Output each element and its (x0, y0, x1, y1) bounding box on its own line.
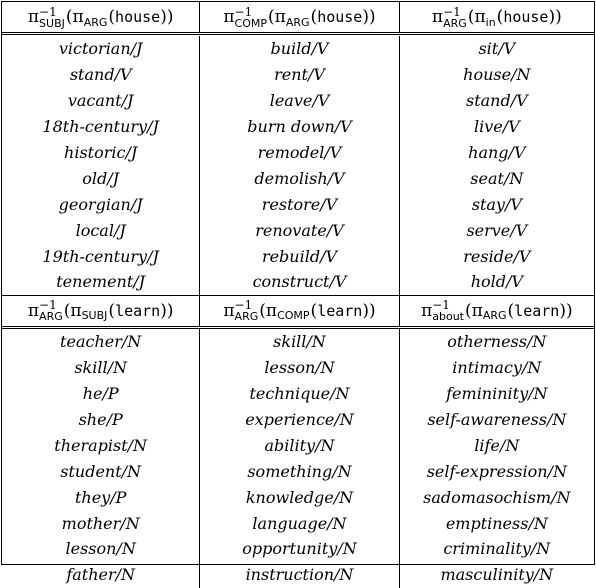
table-cell: life/N (474, 435, 520, 455)
table-cell: they/P (74, 487, 127, 507)
table-cell: stay/V (471, 194, 522, 214)
argument-word: house (317, 8, 363, 26)
table-cell: therapist/N (54, 435, 148, 455)
section-house (2, 2, 594, 295)
inner-projection-index (277, 300, 309, 321)
table-cell: skill/N (74, 358, 127, 378)
projection-index (432, 299, 464, 322)
inverse-superscript: −1 (432, 298, 450, 313)
table-cell: lesson/N (65, 539, 136, 559)
table-cell: local/J (75, 220, 126, 240)
open-paren: ( (465, 300, 472, 321)
table-cell: knowledge/N (245, 487, 354, 507)
section-learn (2, 295, 594, 588)
table-cell: language/N (252, 513, 347, 533)
inverse-superscript: −1 (39, 4, 57, 19)
table-cell: house/N (463, 65, 531, 85)
pi-symbol: π (27, 300, 40, 321)
pi-symbol: π (70, 300, 82, 321)
table-cell: self-awareness/N (427, 410, 567, 430)
header-row-house (2, 2, 594, 35)
projection-index (235, 6, 267, 29)
inner-projection-index (286, 7, 310, 28)
projection-index (39, 6, 65, 29)
argument-word: house (115, 8, 161, 26)
column-header (199, 296, 398, 326)
table-cell: serve/V (466, 220, 528, 240)
table-cell: build/V (270, 39, 329, 59)
table-cell: hold/V (470, 272, 523, 292)
outer-subscript: ARG (443, 16, 467, 30)
outer-subscript: about (432, 310, 464, 324)
inner-projection-index (84, 7, 108, 28)
association-table (1, 1, 595, 585)
column-header (399, 2, 594, 32)
table-cell: vacant/J (67, 91, 134, 111)
table-cell: experience/N (245, 410, 354, 430)
close-parens: )) (160, 300, 174, 321)
pi-symbol: π (421, 300, 433, 321)
body-house (2, 35, 594, 295)
pi-symbol: π (27, 7, 40, 27)
table-cell: hang/V (468, 143, 526, 162)
table-cell: emptiness/N (445, 513, 548, 533)
table-cell: father/N (66, 565, 136, 585)
table-cell: burn down/V (247, 117, 352, 137)
table-cell: victorian/J (58, 39, 143, 59)
table-cell: intimacy/N (452, 358, 542, 378)
outer-subscript: ARG (234, 310, 259, 324)
close-parens: )) (548, 7, 562, 27)
table-cell: 18th-century/J (42, 117, 159, 137)
close-parens: )) (160, 7, 174, 27)
pi-symbol: π (223, 300, 235, 321)
open-paren: ( (507, 300, 515, 321)
inner-projection-index (486, 7, 496, 28)
column-header (2, 296, 199, 326)
table-cell: restore/V (261, 194, 338, 214)
outer-subscript: SUBJ (39, 16, 65, 30)
header-row-learn (2, 296, 594, 329)
pi-symbol: π (274, 7, 286, 27)
table-cell: remodel/V (257, 143, 342, 162)
table-cell: lesson/N (264, 358, 335, 378)
table-cell: old/J (82, 168, 120, 188)
open-paren: ( (63, 300, 71, 321)
inner-projection-index (82, 300, 108, 321)
table-cell: self-expression/N (426, 461, 567, 481)
table-column (2, 329, 199, 588)
pi-symbol: π (471, 300, 483, 321)
argument-word: house (503, 8, 549, 26)
table-cell: skill/N (273, 332, 326, 352)
table-cell: opportunity/N (242, 539, 357, 559)
open-paren: ( (496, 7, 504, 27)
table-cell: otherness/N (447, 332, 547, 352)
inner-subscript: in (485, 15, 496, 29)
table-cell: leave/V (269, 91, 330, 111)
table-cell: criminality/N (443, 539, 551, 559)
table-cell: teacher/N (60, 332, 142, 352)
pi-symbol: π (265, 300, 278, 321)
open-paren: ( (108, 300, 116, 321)
inner-subscript: COMP (277, 309, 310, 323)
column-header (2, 2, 199, 32)
table-cell: seat/N (470, 168, 524, 188)
column-header (199, 2, 398, 32)
pi-symbol: π (431, 7, 444, 27)
table-column (2, 36, 199, 295)
table-cell: she/P (78, 410, 123, 430)
inverse-superscript: −1 (39, 298, 57, 313)
table-cell: he/P (82, 384, 119, 404)
inner-subscript: ARG (482, 309, 507, 323)
table-column (399, 329, 594, 588)
close-parens: )) (362, 7, 376, 27)
table-cell: stand/V (465, 91, 528, 111)
table-column (399, 36, 594, 295)
inner-subscript: ARG (285, 15, 310, 29)
outer-subscript: ARG (39, 310, 63, 324)
table-cell: something/N (247, 461, 352, 481)
table-cell: femininity/N (446, 384, 548, 404)
inner-subscript: ARG (83, 15, 108, 29)
table-column (199, 36, 398, 295)
table-cell: reside/V (463, 246, 531, 266)
pi-symbol: π (223, 7, 235, 27)
open-paren: ( (467, 7, 475, 27)
open-paren: ( (310, 300, 318, 321)
projection-index (235, 299, 259, 322)
pi-symbol: π (474, 7, 486, 27)
open-paren: ( (259, 300, 266, 321)
open-paren: ( (108, 7, 116, 27)
table-cell: sit/V (478, 39, 516, 59)
projection-index (39, 299, 63, 322)
column-header (399, 296, 594, 326)
table-cell: demolish/V (254, 168, 345, 188)
table-cell: ability/N (264, 435, 335, 455)
table-cell: technique/N (249, 384, 350, 404)
table-cell: instruction/N (245, 565, 354, 585)
argument-word: learn (115, 301, 161, 320)
table-cell: 19th-century/J (42, 246, 159, 266)
open-paren: ( (65, 7, 73, 27)
table-cell: sadomasochism/N (423, 487, 571, 507)
open-paren: ( (310, 7, 318, 27)
table-cell: construct/V (252, 272, 347, 292)
inverse-superscript: −1 (234, 4, 253, 19)
inner-subscript: SUBJ (81, 309, 108, 323)
argument-word: learn (514, 301, 560, 320)
close-parens: )) (559, 300, 573, 321)
table-cell: rent/V (274, 65, 325, 85)
inverse-superscript: −1 (443, 4, 461, 19)
projection-index (443, 6, 467, 29)
pi-symbol: π (72, 7, 84, 27)
body-learn (2, 329, 594, 588)
inverse-superscript: −1 (234, 298, 253, 313)
table-cell: renovate/V (255, 220, 344, 240)
table-cell: tenement/J (56, 272, 146, 292)
table-cell: historic/J (64, 143, 138, 162)
table-cell: mother/N (61, 513, 140, 533)
table-cell: stand/V (69, 65, 132, 85)
table-column (199, 329, 398, 588)
argument-word: learn (317, 301, 363, 320)
open-paren: ( (268, 7, 275, 27)
outer-subscript: COMP (234, 16, 268, 30)
close-parens: )) (362, 300, 376, 321)
table-cell: student/N (60, 461, 142, 481)
table-cell: georgian/J (58, 194, 143, 214)
table-cell: rebuild/V (261, 246, 338, 266)
table-cell: live/V (473, 117, 520, 137)
inner-projection-index (483, 300, 507, 321)
table-cell: masculinity/N (440, 565, 554, 585)
